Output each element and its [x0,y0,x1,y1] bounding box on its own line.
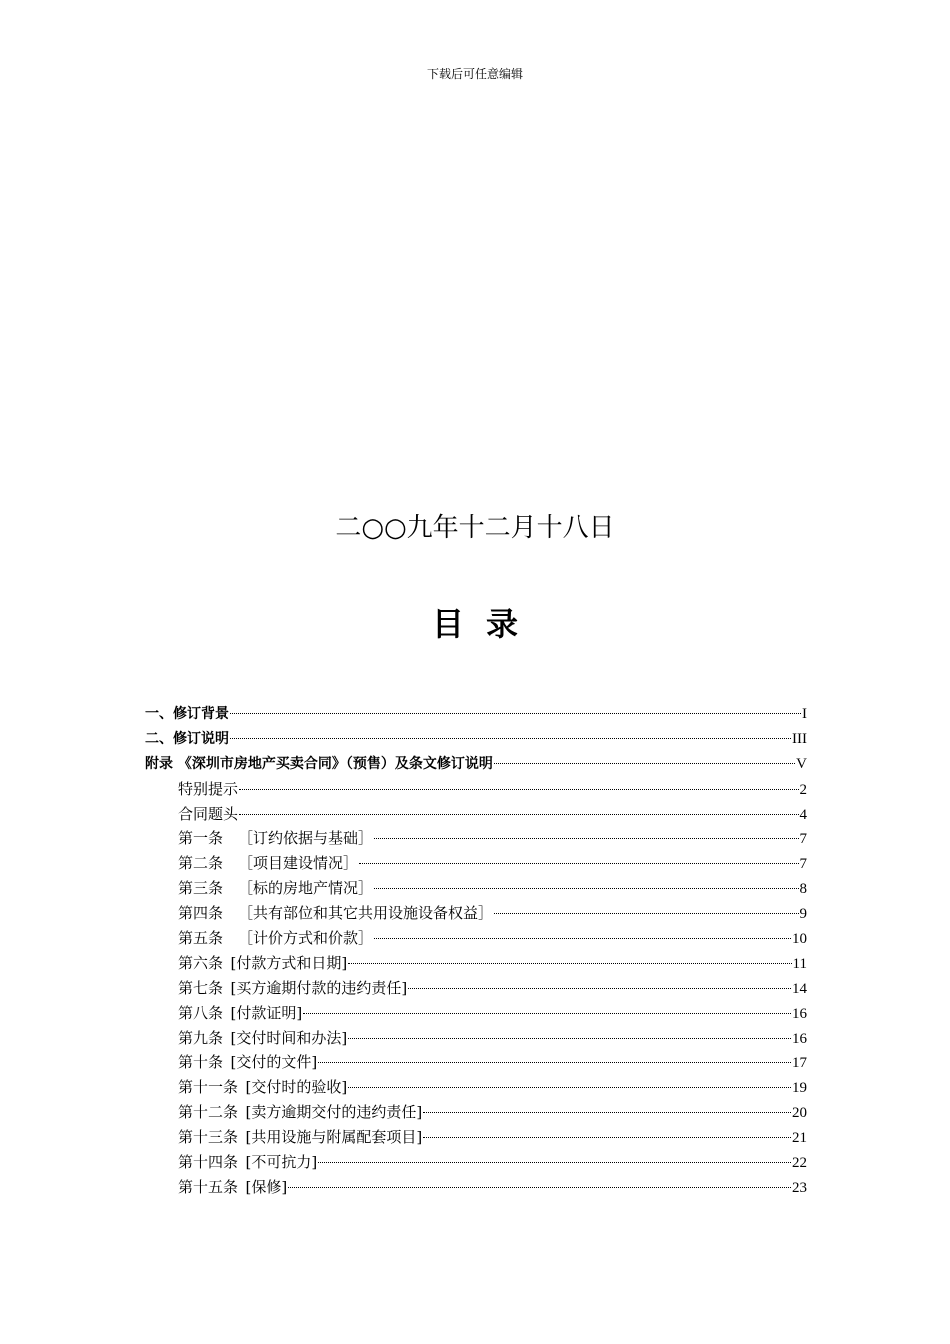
toc-entry-article-15[interactable] [145,1175,807,1200]
toc-entry-page: 7 [799,856,807,873]
dot-leader [494,913,798,914]
toc-entry-page: 19 [792,1080,807,1097]
toc-entry-label: 第四条 ［共有部位和其它共用设施设备权益］ [178,904,494,923]
toc-entry-label: 第一条 ［订约依据与基础］ [178,829,374,848]
toc-entry-article-9[interactable] [145,1026,807,1051]
toc-entry-page: 2 [799,781,807,798]
toc-entry-revision-background[interactable] [145,702,807,727]
toc-entry-page: 23 [792,1179,807,1196]
toc-entry-label: 第十五条 [保修] [178,1177,288,1196]
toc-entry-label: 第十四条 [不可抗力] [178,1153,318,1172]
dot-leader [359,863,798,864]
dot-leader [288,1187,791,1188]
toc-entry-label: 合同题头 [178,804,239,823]
dot-leader [239,814,798,815]
toc-entry-contract-heading[interactable] [145,802,807,827]
toc-entry-article-1[interactable] [145,826,807,851]
dot-leader [239,789,798,790]
toc-entry-label: 第十一条 [交付时的验收] [178,1078,348,1097]
toc-entry-label: 二、修订说明 [145,730,229,747]
toc-entry-page: 7 [799,831,807,848]
toc-entry-label: 第八条 [付款证明] [178,1003,303,1022]
dot-leader [348,1038,791,1039]
toc-entry-special-notice[interactable] [145,777,807,802]
toc-entry-label: 第十三条 [共用设施与附属配套项目] [178,1128,423,1147]
toc-entry-page: V [796,755,807,772]
toc-entry-label: 第三条 ［标的房地产情况］ [178,879,374,898]
toc-entry-page: 14 [792,980,807,997]
dot-leader [374,838,798,839]
toc-entry-label: 特别提示 [178,779,239,798]
document-date: 二○○九年十二月十八日 [335,513,615,543]
dot-leader [318,1162,791,1163]
dot-leader [230,738,791,739]
dot-leader [318,1062,791,1063]
dot-leader [408,988,791,989]
toc-entry-page: 11 [792,955,807,972]
toc-entry-page: 20 [792,1105,807,1122]
toc-entry-label: 第十条 [交付的文件] [178,1053,318,1072]
toc-entry-page: 16 [792,1005,807,1022]
toc-entry-article-7[interactable] [145,976,807,1001]
toc-entry-page: 16 [792,1030,807,1047]
page-header: 下载后可任意编辑 [426,67,523,81]
toc-entry-page: 8 [799,881,807,898]
toc-entry-article-4[interactable] [145,901,807,926]
toc-entry-article-3[interactable] [145,876,807,901]
toc-title: 目录 [431,605,540,643]
dot-leader [230,713,801,714]
toc-entry-page: I [802,706,807,722]
table-of-contents [145,702,807,1200]
toc-entry-label: 第九条 [交付时间和办法] [178,1028,348,1047]
dot-leader [494,763,795,764]
toc-entry-article-11[interactable] [145,1075,807,1100]
toc-entry-article-12[interactable] [145,1100,807,1125]
toc-entry-article-5[interactable] [145,926,807,951]
dot-leader [374,888,798,889]
toc-entry-article-6[interactable] [145,951,807,976]
toc-entry-page: 4 [799,806,807,823]
toc-entry-article-14[interactable] [145,1150,807,1175]
toc-entry-label: 第六条 [付款方式和日期] [178,953,348,972]
toc-entry-revision-notes[interactable] [145,727,807,752]
toc-entry-article-13[interactable] [145,1125,807,1150]
dot-leader [423,1112,791,1113]
dot-leader [374,938,791,939]
toc-entry-label: 第十二条 [卖方逾期交付的违约责任] [178,1103,423,1122]
toc-entry-page: 9 [799,906,807,923]
toc-entry-article-2[interactable] [145,851,807,876]
toc-entry-article-10[interactable] [145,1050,807,1075]
toc-entry-page: 22 [792,1155,807,1172]
toc-entry-page: 17 [792,1055,807,1072]
dot-leader [423,1137,791,1138]
toc-entry-page: 21 [792,1130,807,1147]
dot-leader [348,1087,791,1088]
toc-entry-label: 一、修订背景 [145,706,229,722]
dot-leader [303,1013,791,1014]
toc-entry-label: 第二条 ［项目建设情况］ [178,854,359,873]
toc-entry-label: 第七条 [买方逾期付款的违约责任] [178,978,408,997]
toc-entry-label: 附录 《深圳市房地产买卖合同》（预售）及条文修订说明 [145,755,493,772]
toc-entry-appendix[interactable] [145,752,807,777]
toc-entry-label: 第五条 ［计价方式和价款］ [178,929,374,948]
toc-entry-article-8[interactable] [145,1001,807,1026]
toc-entry-page: 10 [792,931,807,948]
toc-entry-page: III [792,730,807,747]
dot-leader [348,963,791,964]
